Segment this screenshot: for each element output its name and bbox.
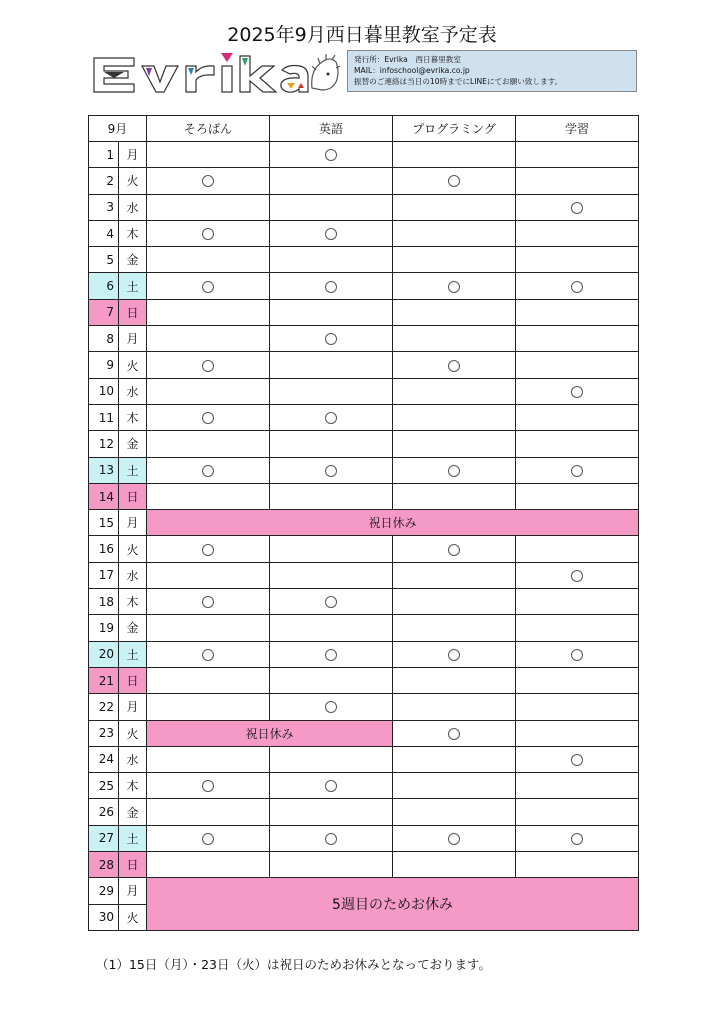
table-row — [89, 615, 639, 641]
class-cell — [147, 142, 270, 168]
table-row — [89, 299, 639, 325]
circle-mark-icon — [202, 175, 214, 187]
class-cell — [516, 142, 639, 168]
weekday: 火 — [119, 904, 147, 930]
circle-mark-icon — [448, 728, 460, 740]
soroban-header: そろばん — [147, 116, 270, 142]
class-cell — [393, 273, 516, 299]
transfer-notice: 振替のご連絡は当日の10時までにLINEにてお願い致します。 — [354, 77, 563, 86]
class-cell — [270, 431, 393, 457]
circle-mark-icon — [571, 202, 583, 214]
weekday: 水 — [119, 562, 147, 588]
table-row — [89, 589, 639, 615]
weekday: 土 — [119, 825, 147, 851]
day-number: 4 — [89, 220, 119, 246]
class-cell — [516, 799, 639, 825]
class-cell — [270, 773, 393, 799]
page-title: 2025年9月西日暮里教室予定表 — [227, 24, 497, 46]
weekday: 月 — [119, 694, 147, 720]
weekday: 日 — [119, 667, 147, 693]
class-cell — [516, 247, 639, 273]
circle-mark-icon — [325, 465, 337, 477]
weekday: 日 — [119, 483, 147, 509]
class-cell — [393, 641, 516, 667]
class-cell — [393, 667, 516, 693]
circle-mark-icon — [202, 360, 214, 372]
weekday: 月 — [119, 878, 147, 904]
day-number: 20 — [89, 641, 119, 667]
class-cell — [516, 299, 639, 325]
day-number: 22 — [89, 694, 119, 720]
class-cell — [393, 352, 516, 378]
class-cell — [516, 168, 639, 194]
circle-mark-icon — [202, 281, 214, 293]
day-number: 6 — [89, 273, 119, 299]
circle-mark-icon — [448, 833, 460, 845]
circle-mark-icon — [571, 833, 583, 845]
circle-mark-icon — [448, 281, 460, 293]
circle-mark-icon — [202, 780, 214, 792]
class-cell — [393, 562, 516, 588]
class-cell — [393, 852, 516, 878]
weekday: 金 — [119, 615, 147, 641]
week5-closed-cell: 5週目のためお休み — [147, 878, 639, 931]
table-row — [89, 694, 639, 720]
table-row — [89, 142, 639, 168]
circle-mark-icon — [448, 465, 460, 477]
class-cell — [147, 168, 270, 194]
class-cell — [393, 194, 516, 220]
table-row — [89, 720, 639, 746]
class-cell — [516, 641, 639, 667]
class-cell — [393, 825, 516, 851]
day-number: 7 — [89, 299, 119, 325]
weekday: 金 — [119, 247, 147, 273]
table-row — [89, 220, 639, 246]
class-cell — [393, 536, 516, 562]
circle-mark-icon — [202, 649, 214, 661]
table-row — [89, 378, 639, 404]
class-cell — [393, 720, 516, 746]
table-row — [89, 536, 639, 562]
class-cell — [393, 694, 516, 720]
class-cell — [393, 404, 516, 430]
holiday-cell: 祝日休み — [147, 510, 639, 536]
circle-mark-icon — [325, 333, 337, 345]
table-row — [89, 667, 639, 693]
class-cell — [147, 247, 270, 273]
weekday: 木 — [119, 220, 147, 246]
circle-mark-icon — [571, 281, 583, 293]
table-row — [89, 483, 639, 509]
day-number: 14 — [89, 483, 119, 509]
class-cell — [270, 142, 393, 168]
class-cell — [393, 326, 516, 352]
class-cell — [147, 694, 270, 720]
class-cell — [147, 799, 270, 825]
day-number: 10 — [89, 378, 119, 404]
day-number: 15 — [89, 510, 119, 536]
day-number: 8 — [89, 326, 119, 352]
class-cell — [270, 247, 393, 273]
weekday: 火 — [119, 720, 147, 746]
class-cell — [270, 746, 393, 772]
class-cell — [270, 641, 393, 667]
class-cell — [516, 404, 639, 430]
circle-mark-icon — [325, 649, 337, 661]
table-row — [89, 825, 639, 851]
circle-mark-icon — [448, 175, 460, 187]
class-cell — [270, 667, 393, 693]
circle-mark-icon — [448, 360, 460, 372]
class-cell — [147, 220, 270, 246]
class-cell — [393, 220, 516, 246]
class-cell — [393, 378, 516, 404]
class-cell — [516, 615, 639, 641]
schedule-table — [88, 115, 639, 931]
class-cell — [147, 536, 270, 562]
class-cell — [516, 746, 639, 772]
weekday: 日 — [119, 852, 147, 878]
table-row — [89, 799, 639, 825]
day-number: 13 — [89, 457, 119, 483]
day-number: 27 — [89, 825, 119, 851]
circle-mark-icon — [571, 754, 583, 766]
class-cell — [393, 589, 516, 615]
class-cell — [516, 694, 639, 720]
class-cell — [516, 720, 639, 746]
table-row — [89, 194, 639, 220]
class-cell — [270, 299, 393, 325]
class-cell — [147, 589, 270, 615]
class-cell — [516, 326, 639, 352]
day-number: 28 — [89, 852, 119, 878]
class-cell — [393, 483, 516, 509]
class-cell — [147, 352, 270, 378]
table-row — [89, 878, 639, 904]
class-cell — [516, 773, 639, 799]
class-cell — [147, 773, 270, 799]
circle-mark-icon — [325, 228, 337, 240]
class-cell — [270, 220, 393, 246]
class-cell — [516, 562, 639, 588]
class-cell — [270, 694, 393, 720]
day-number: 2 — [89, 168, 119, 194]
mail-line: MAIL：infoschool@evrika.co.jp — [354, 66, 470, 75]
class-cell — [147, 483, 270, 509]
class-cell — [393, 773, 516, 799]
weekday: 木 — [119, 589, 147, 615]
circle-mark-icon — [325, 701, 337, 713]
class-cell — [147, 378, 270, 404]
day-number: 21 — [89, 667, 119, 693]
weekday: 金 — [119, 799, 147, 825]
weekday: 月 — [119, 326, 147, 352]
table-row — [89, 404, 639, 430]
table-row — [89, 352, 639, 378]
circle-mark-icon — [571, 386, 583, 398]
table-row — [89, 326, 639, 352]
class-cell — [147, 746, 270, 772]
class-cell — [393, 746, 516, 772]
class-cell — [270, 589, 393, 615]
weekday: 土 — [119, 641, 147, 667]
class-cell — [147, 667, 270, 693]
class-cell — [270, 378, 393, 404]
weekday: 月 — [119, 142, 147, 168]
circle-mark-icon — [202, 412, 214, 424]
programming-header: プログラミング — [393, 116, 516, 142]
class-cell — [270, 852, 393, 878]
circle-mark-icon — [202, 228, 214, 240]
circle-mark-icon — [325, 412, 337, 424]
class-cell — [516, 667, 639, 693]
class-cell — [270, 194, 393, 220]
circle-mark-icon — [202, 465, 214, 477]
weekday: 金 — [119, 431, 147, 457]
class-cell — [393, 431, 516, 457]
class-cell — [516, 825, 639, 851]
class-cell — [147, 431, 270, 457]
class-cell — [147, 852, 270, 878]
day-number: 23 — [89, 720, 119, 746]
day-number: 29 — [89, 878, 119, 904]
circle-mark-icon — [571, 570, 583, 582]
class-cell — [147, 273, 270, 299]
class-cell — [516, 194, 639, 220]
weekday: 火 — [119, 168, 147, 194]
info-box — [347, 50, 637, 92]
day-number: 12 — [89, 431, 119, 457]
month-header: 9月 — [89, 116, 147, 142]
weekday: 日 — [119, 299, 147, 325]
class-cell — [270, 457, 393, 483]
table-row — [89, 746, 639, 772]
class-cell — [147, 562, 270, 588]
table-row — [89, 641, 639, 667]
circle-mark-icon — [571, 649, 583, 661]
class-cell — [516, 852, 639, 878]
circle-mark-icon — [325, 780, 337, 792]
weekday: 火 — [119, 536, 147, 562]
day-number: 11 — [89, 404, 119, 430]
day-number: 24 — [89, 746, 119, 772]
class-cell — [393, 799, 516, 825]
circle-mark-icon — [448, 544, 460, 556]
table-row — [89, 510, 639, 536]
class-cell — [393, 247, 516, 273]
day-number: 19 — [89, 615, 119, 641]
table-header-row — [89, 116, 639, 142]
class-cell — [147, 299, 270, 325]
circle-mark-icon — [202, 833, 214, 845]
circle-mark-icon — [325, 596, 337, 608]
class-cell — [270, 799, 393, 825]
circle-mark-icon — [325, 281, 337, 293]
publisher-line: 発行所：Evrika 西日暮里教室 — [354, 55, 461, 64]
table-row — [89, 168, 639, 194]
class-cell — [516, 273, 639, 299]
class-cell — [147, 615, 270, 641]
class-cell — [393, 168, 516, 194]
class-cell — [393, 299, 516, 325]
class-cell — [516, 431, 639, 457]
day-number: 16 — [89, 536, 119, 562]
table-row — [89, 247, 639, 273]
class-cell — [270, 168, 393, 194]
holiday-cell: 祝日休み — [147, 720, 393, 746]
class-cell — [147, 641, 270, 667]
class-cell — [516, 536, 639, 562]
class-cell — [393, 457, 516, 483]
weekday: 土 — [119, 457, 147, 483]
class-cell — [147, 404, 270, 430]
table-row — [89, 852, 639, 878]
weekday: 木 — [119, 404, 147, 430]
day-number: 5 — [89, 247, 119, 273]
day-number: 9 — [89, 352, 119, 378]
english-header: 英語 — [270, 116, 393, 142]
weekday: 月 — [119, 510, 147, 536]
circle-mark-icon — [202, 544, 214, 556]
footer-note: （1）15日（月）・23日（火）は祝日のためお休みとなっております。 — [96, 957, 492, 972]
circle-mark-icon — [202, 596, 214, 608]
day-number: 3 — [89, 194, 119, 220]
class-cell — [147, 194, 270, 220]
circle-mark-icon — [448, 649, 460, 661]
class-cell — [516, 589, 639, 615]
day-number: 25 — [89, 773, 119, 799]
table-row — [89, 773, 639, 799]
class-cell — [147, 825, 270, 851]
day-number: 17 — [89, 562, 119, 588]
class-cell — [516, 483, 639, 509]
class-cell — [516, 220, 639, 246]
class-cell — [147, 326, 270, 352]
day-number: 1 — [89, 142, 119, 168]
day-number: 26 — [89, 799, 119, 825]
class-cell — [270, 562, 393, 588]
evrika-logo — [90, 48, 340, 96]
class-cell — [270, 404, 393, 430]
day-number: 30 — [89, 904, 119, 930]
class-cell — [270, 825, 393, 851]
class-cell — [516, 378, 639, 404]
weekday: 水 — [119, 378, 147, 404]
class-cell — [270, 536, 393, 562]
class-cell — [147, 457, 270, 483]
class-cell — [270, 483, 393, 509]
class-cell — [516, 352, 639, 378]
weekday: 火 — [119, 352, 147, 378]
circle-mark-icon — [325, 149, 337, 161]
day-number: 18 — [89, 589, 119, 615]
table-row — [89, 457, 639, 483]
class-cell — [270, 615, 393, 641]
class-cell — [270, 352, 393, 378]
class-cell — [270, 273, 393, 299]
weekday: 木 — [119, 773, 147, 799]
table-row — [89, 273, 639, 299]
class-cell — [393, 615, 516, 641]
weekday: 水 — [119, 194, 147, 220]
circle-mark-icon — [325, 833, 337, 845]
table-row — [89, 562, 639, 588]
study-header: 学習 — [516, 116, 639, 142]
circle-mark-icon — [571, 465, 583, 477]
class-cell — [516, 457, 639, 483]
table-row — [89, 431, 639, 457]
class-cell — [393, 142, 516, 168]
weekday: 土 — [119, 273, 147, 299]
class-cell — [270, 326, 393, 352]
weekday: 水 — [119, 746, 147, 772]
